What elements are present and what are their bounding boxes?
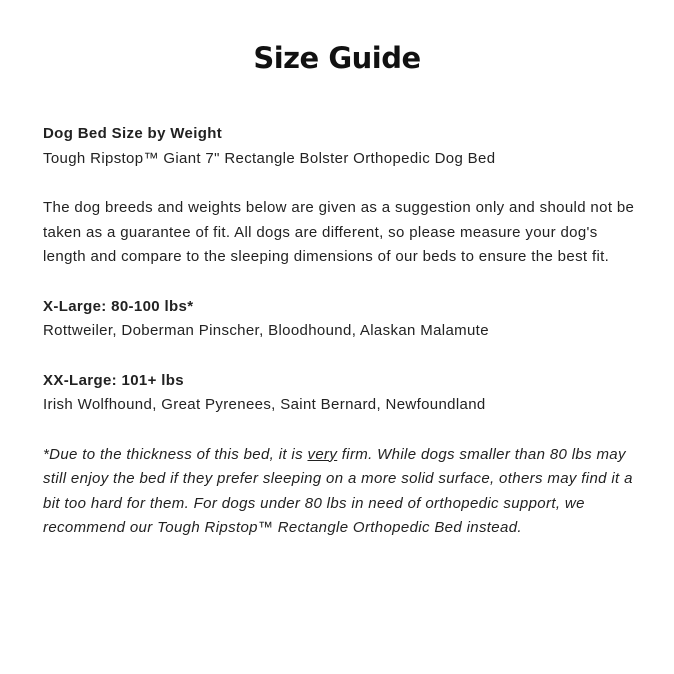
size-breeds-xxl: Irish Wolfhound, Great Pyrenees, Saint Bernard, Newfoundland (43, 396, 486, 413)
spacer (43, 418, 643, 443)
spacer (43, 171, 643, 196)
note-text-end: firm. While dogs smaller than 80 lbs may still enjoy the bed if they prefer sleeping on a more solid surface, others may find it a bit too hard for them. For dogs under 80 lbs in need of orthopedic support, we recommend our Tough Ripstop™ Rectangle Orthopedic Bed instead. (43, 445, 633, 536)
product-name: Tough Ripstop™ Giant 7" Rectangle Bolster Orthopedic Dog Bed (43, 149, 496, 167)
spacer (43, 344, 643, 369)
note-emphasis: very (307, 445, 338, 463)
note-text-start: *Due to the thickness of this bed, it is (43, 445, 308, 463)
firmness-note (43, 443, 643, 541)
fit-disclaimer: The dog breeds and weights below are given as a suggestion only and should not be taken as a guarantee of fit. All dogs are different, so please measure your dog's length and compare to the sleeping dimensions of our beds to ensure the best fit. (43, 199, 635, 265)
size-label-xxl: XX-Large: 101+ lbs (43, 371, 184, 389)
spacer (43, 270, 643, 295)
size-breeds-xl: Rottweiler, Doberman Pinscher, Bloodhound, Alaskan Malamute (43, 322, 489, 339)
section-heading: Dog Bed Size by Weight (43, 125, 223, 142)
size-guide-content (43, 122, 643, 541)
size-label-xl: X-Large: 80-100 lbs* (43, 297, 194, 315)
page-title: Size Guide (253, 41, 421, 75)
